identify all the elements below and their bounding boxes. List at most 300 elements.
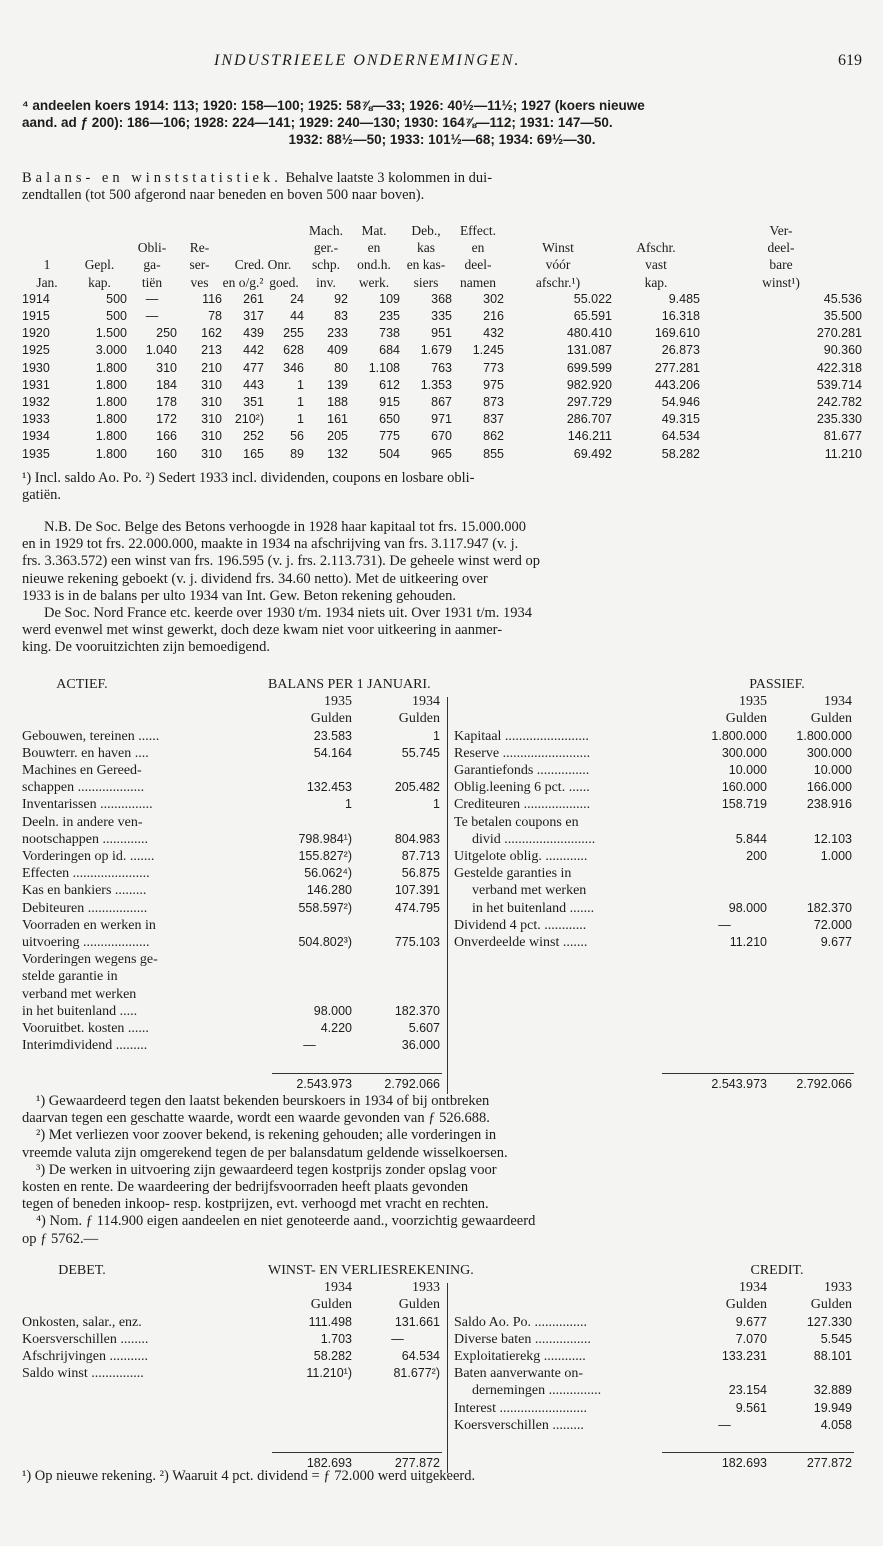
stat-cell: 89 — [290, 446, 304, 461]
stat-header-cell: 1 — [43, 257, 51, 273]
account-item-label: Reserve ......................... — [454, 745, 591, 761]
account-right-title: PASSIEF. — [749, 677, 805, 692]
stat-cell: 310 — [201, 395, 222, 410]
stat-header-cell: kap. — [644, 274, 668, 290]
account-item-value: 111.498 — [308, 1314, 352, 1329]
nb-line: De Soc. Nord France etc. keerde over 1930 t/m. 1934 niets uit. Over 1931 t/m. 1934 — [44, 605, 533, 622]
stat-cell: 250 — [156, 326, 177, 341]
stat-cell: 738 — [379, 326, 400, 341]
stat-cell: 368 — [431, 291, 452, 306]
stat-header-cell: Ver- — [769, 223, 793, 238]
account-item-label: Kapitaal ........................ — [454, 728, 589, 744]
statistics-heading: Balans- en winststatistiek. — [22, 170, 282, 186]
stat-cell: 139 — [327, 377, 348, 392]
nb-line: nieuwe rekening geboekt (v. j. dividend frs. 34.60 netto). Met de uitkeering over — [22, 570, 488, 587]
stat-header-row — [22, 222, 862, 239]
account-item-value: 98.000 — [313, 1003, 352, 1018]
account-item-label: nootschappen ............. — [22, 831, 148, 847]
stat-header-cell: Obli- — [137, 240, 167, 256]
account-divider — [447, 1283, 448, 1473]
account-item-value: 558.597²) — [298, 900, 352, 915]
account-item-label: Vooruitbet. kosten ...... — [22, 1021, 149, 1036]
stat-cell: 862 — [483, 429, 504, 444]
balance-note-line: daarvan tegen een geschatte waarde, wordt een waarde gevonden van ƒ 526.688. — [22, 1110, 490, 1127]
stat-cell: 11.210 — [824, 446, 862, 461]
stat-header-cell — [222, 239, 304, 256]
stat-header-cell: Effect. — [459, 223, 497, 238]
account-item-label: Koersverschillen ......... — [454, 1417, 584, 1433]
stat-header-cell: en — [367, 240, 381, 256]
account-item-label: Saldo Ao. Po. ............... — [454, 1314, 588, 1330]
column-year: 1933 — [824, 1280, 852, 1296]
account-total: 2.792.066 — [796, 1076, 852, 1091]
stat-cell: 867 — [431, 395, 452, 410]
account-item-label: Onverdeelde winst ....... — [454, 935, 588, 950]
stat-cell: 56 — [290, 429, 304, 444]
account-item-value: 1 — [433, 797, 440, 812]
stat-cell: 58.282 — [661, 446, 700, 461]
column-unit: Gulden — [725, 711, 767, 727]
nb-line: en in 1929 tot frs. 22.000.000, maakte in 1934 na afschrijving van frs. 3.117.947 (v. j. — [22, 536, 519, 553]
account-item-value: 131.661 — [394, 1314, 440, 1329]
account-total: 2.543.973 — [711, 1076, 767, 1091]
column-unit: Gulden — [725, 1297, 767, 1313]
profit-loss-note-text: ¹) Op nieuwe rekening. ²) Waaruit 4 pct. dividend = ƒ 72.000 werd uitgekeerd. — [22, 1468, 476, 1484]
stat-cell: 9.485 — [668, 291, 700, 306]
stat-header-cell — [222, 222, 304, 239]
account-item-label: Machines en Gereed- — [22, 763, 142, 778]
stat-cell: 44 — [290, 309, 304, 324]
account-item-value: 10.000 — [728, 763, 767, 777]
balance-sheet — [22, 676, 862, 1091]
account-item-value: 1.703 — [320, 1331, 352, 1346]
account-item-value: 133.231 — [721, 1349, 767, 1363]
stat-cell: 855 — [483, 446, 504, 461]
account-left-title: ACTIEF. — [56, 677, 108, 692]
nb-line: N.B. De Soc. Belge des Betons verhoogde in 1928 haar kapitaal tot frs. 15.000.000 — [44, 519, 527, 535]
account-item-label: uitvoering ................... — [22, 935, 150, 950]
column-unit: Gulden — [398, 711, 440, 727]
stat-cell: 699.599 — [566, 360, 612, 375]
stat-cell: 54.946 — [661, 395, 700, 410]
stat-cell: 92 — [334, 291, 348, 306]
account-item-label: Interest ......................... — [454, 1400, 587, 1416]
account-item-value: 64.534 — [401, 1349, 440, 1363]
account-item-value: 12.103 — [813, 831, 852, 846]
column-year: 1935 — [324, 694, 352, 710]
column-year: 1934 — [824, 694, 852, 710]
account-right-title: CREDIT. — [750, 1263, 804, 1278]
stat-header-cell: vast — [645, 257, 667, 273]
account-item-value: 1.800.000 — [796, 728, 852, 743]
account-item-label: Interimdividend ......... — [22, 1038, 148, 1054]
stat-cell: 109 — [379, 291, 400, 306]
stat-cell: 235 — [379, 309, 400, 324]
stat-cell: 270.281 — [816, 326, 862, 341]
account-item-value: 132.453 — [306, 780, 352, 795]
account-item-value: 182.370 — [806, 900, 852, 915]
column-year: 1934 — [412, 694, 440, 710]
balance-note-line: ³) De werken in uitvoering zijn gewaardeerd tegen kostprijs zonder opslag voor — [36, 1161, 497, 1178]
stat-cell: 216 — [483, 309, 504, 324]
account-item-value: 1 — [345, 797, 352, 812]
total-rule — [662, 1073, 854, 1074]
column-unit: Gulden — [810, 711, 852, 727]
stat-cell: 80 — [334, 360, 348, 375]
stat-cell: 45.536 — [823, 291, 862, 306]
stat-cell: 971 — [431, 412, 452, 427]
account-item-value: — — [303, 1038, 316, 1053]
stat-cell: 975 — [483, 377, 504, 392]
stat-header-cell: Mach. — [308, 223, 344, 238]
stat-cell: 432 — [483, 326, 504, 341]
stat-cell: — — [145, 309, 159, 324]
balance-note-line: tegen of beneden inkoop- resp. kostprijzen, evt. verhoogd met vracht en rechten. — [22, 1196, 489, 1213]
account-item-label: verband met werken — [472, 883, 587, 899]
stat-cell: 55.022 — [573, 291, 612, 306]
account-item-value: 160.000 — [721, 780, 767, 795]
account-item-value: 107.391 — [394, 883, 440, 898]
account-item-value: 7.070 — [735, 1331, 767, 1346]
account-item-value: 4.220 — [320, 1021, 352, 1035]
column-unit: Gulden — [310, 711, 352, 727]
total-rule — [272, 1452, 442, 1453]
stat-cell: 504 — [379, 446, 400, 461]
stat-cell: 1 — [297, 377, 304, 392]
account-item-value: 155.827²) — [298, 849, 352, 863]
account-item-label: Vorderingen wegens ge- — [22, 952, 158, 968]
stat-header-cell: Re- — [189, 240, 210, 256]
account-item-label: Vorderingen op id. ....... — [22, 849, 155, 864]
stat-cell: 90.360 — [823, 343, 862, 358]
stat-header-cell: tiën — [141, 274, 163, 290]
account-item-label: Oblig.leening 6 pct. ...... — [454, 780, 590, 796]
stat-header-cell: afschr.¹) — [535, 274, 581, 290]
account-item-label: Te betalen coupons en — [454, 814, 579, 830]
statistics-intro — [22, 170, 862, 204]
stat-cell: 346 — [283, 360, 304, 375]
account-item-value: 9.677 — [735, 1314, 767, 1329]
stat-header-cell: inv. — [316, 274, 336, 290]
account-item-label: Crediteuren ................... — [454, 797, 591, 813]
account-item-label: stelde garantie in — [22, 969, 118, 985]
stat-header-cell: bare — [769, 257, 793, 273]
stat-cell: 172 — [156, 412, 177, 427]
stat-year: 1914 — [22, 291, 50, 306]
account-item-label: Onkosten, salar., enz. — [22, 1314, 142, 1330]
stat-header-cell: vóór — [545, 257, 571, 273]
stat-cell: 35.500 — [823, 309, 862, 324]
stat-cell: 261 — [243, 291, 264, 306]
total-rule — [272, 1073, 442, 1074]
stat-cell: 500 — [106, 291, 127, 306]
account-item-label: Debiteuren ................. — [22, 900, 148, 916]
stat-cell: 1.800 — [95, 446, 127, 461]
stat-cell: 210 — [201, 360, 222, 375]
stat-cell: 873 — [483, 395, 504, 410]
stat-cell: 1.800 — [95, 360, 127, 375]
stat-cell: 1.800 — [95, 395, 127, 410]
column-unit: Gulden — [398, 1297, 440, 1313]
stat-header-cell — [127, 222, 177, 239]
stat-cell: 178 — [156, 395, 177, 410]
column-unit: Gulden — [310, 1297, 352, 1313]
column-year: 1934 — [324, 1280, 352, 1296]
stat-cell: 480.410 — [566, 326, 612, 341]
account-item-value: 9.561 — [735, 1400, 767, 1415]
stat-cell: 775 — [379, 429, 400, 444]
stat-cell: 49.315 — [661, 412, 700, 427]
stat-header-cell: werk. — [358, 274, 390, 290]
account-total: 277.872 — [394, 1456, 440, 1471]
balance-note-line: op ƒ 5762.— — [22, 1230, 99, 1247]
account-item-label: Voorraden en werken in — [22, 917, 156, 933]
account-item-label: Effecten ...................... — [22, 866, 150, 882]
stat-cell: 1 — [297, 395, 304, 410]
account-item-label: Gestelde garanties in — [454, 866, 572, 882]
stat-cell: 965 — [431, 446, 452, 461]
share-price-paragraph — [22, 97, 862, 149]
column-year: 1934 — [739, 1280, 767, 1296]
stat-cell: 915 — [379, 395, 400, 410]
account-item-value: 146.280 — [306, 883, 352, 898]
account-item-label: in het buitenland ....... — [472, 900, 595, 916]
account-item-value: 98.000 — [728, 900, 767, 915]
stat-cell: 116 — [202, 291, 222, 306]
stat-cell: 1 — [297, 412, 304, 427]
page-number: 619 — [838, 52, 862, 69]
stat-header-cell — [22, 222, 72, 239]
statistics-note-2: gatiën. — [22, 487, 62, 504]
koers-line-1: ⁴ andeelen koers 1914: 113; 1920: 158—100; 1925: 58⅞—33; 1926: 40½—11½; 1927 (koers nieuwe — [22, 98, 645, 113]
stat-cell: 982.920 — [566, 377, 612, 392]
column-year: 1935 — [739, 694, 767, 710]
stat-header-cell: en kas- — [406, 257, 446, 273]
account-item-label: Inventarissen ............... — [22, 797, 153, 813]
stat-cell: 16.318 — [661, 309, 700, 324]
stat-header-cell: ga- — [143, 257, 161, 273]
table-row — [22, 394, 862, 411]
balance-sheet-notes — [22, 1093, 862, 1248]
table-row — [22, 446, 862, 463]
stat-year: 1932 — [22, 395, 50, 410]
stat-cell: 286.707 — [566, 412, 612, 427]
stat-cell: 310 — [201, 377, 222, 392]
stat-header-cell — [22, 239, 72, 256]
account-item-value: 474.795 — [394, 900, 440, 915]
account-item-value: 58.282 — [313, 1349, 352, 1363]
stat-cell: 146.211 — [567, 429, 612, 444]
statistics-notes — [22, 470, 862, 504]
balance-note-line: ²) Met verliezen voor zoover bekend, is rekening gehouden; alle vorderingen in — [36, 1127, 497, 1144]
account-item-value: 238.916 — [806, 797, 852, 812]
account-item-label: Afschrijvingen ........... — [22, 1349, 148, 1364]
stat-header-cell: ger.- — [313, 240, 339, 256]
stat-cell: 1.800 — [95, 377, 127, 392]
table-row — [22, 377, 862, 394]
stat-cell: 1.800 — [95, 429, 127, 444]
stat-header-cell: en — [471, 240, 485, 256]
stat-header-cell: schp. — [311, 257, 341, 273]
stat-header-cell — [504, 222, 612, 239]
account-item-label: Diverse baten ................ — [454, 1331, 591, 1347]
stat-header-cell — [72, 239, 127, 256]
stat-cell: 302 — [483, 291, 504, 306]
stat-cell: 310 — [201, 412, 222, 427]
account-item-value: 72.000 — [813, 917, 852, 932]
account-item-value: 200 — [746, 849, 767, 863]
stat-cell: 1.500 — [95, 326, 127, 341]
stat-cell: 255 — [283, 326, 304, 341]
account-item-value: 87.713 — [401, 849, 440, 863]
stat-header-cell: goed. — [269, 274, 299, 290]
balance-note-line: ⁴) Nom. ƒ 114.900 eigen aandeelen en niet genoteerde aand., voorzichtig gewaardeerd — [36, 1213, 536, 1230]
stat-cell: 132 — [327, 446, 348, 461]
account-item-label: Deeln. in andere ven- — [22, 814, 143, 830]
account-item-value: 54.164 — [313, 745, 352, 760]
stat-header-cell: deel- — [767, 240, 795, 256]
stat-header-row — [22, 256, 862, 273]
stat-cell: 500 — [106, 309, 127, 324]
account-total: 2.543.973 — [296, 1076, 352, 1091]
stat-header-cell: winst¹) — [762, 274, 800, 290]
table-row — [22, 325, 862, 342]
stat-header-cell: ond.h. — [357, 257, 391, 273]
stat-cell: 670 — [431, 429, 452, 444]
account-item-value: 127.330 — [806, 1314, 852, 1329]
account-title: WINST- EN VERLIESREKENING. — [268, 1263, 474, 1278]
account-left-title: DEBET. — [58, 1263, 106, 1278]
stat-cell: 1.108 — [368, 360, 400, 375]
stat-header-cell: Afschr. — [636, 240, 676, 256]
account-item-value: 1.000 — [820, 849, 852, 863]
stat-header-cell: namen — [460, 274, 496, 290]
column-unit: Gulden — [810, 1297, 852, 1313]
stat-header-cell: ser- — [189, 257, 210, 273]
account-item-value: 55.745 — [401, 745, 440, 760]
account-item-label: Dividend 4 pct. ............ — [454, 917, 587, 933]
account-total: 2.792.066 — [384, 1076, 440, 1091]
stat-cell: — — [145, 291, 159, 306]
nb-paragraph — [22, 519, 862, 657]
stat-cell: 1.245 — [472, 343, 504, 358]
stat-year: 1930 — [22, 360, 50, 375]
stat-cell: 422.318 — [816, 360, 862, 375]
stat-header-cell: Gepl. — [84, 257, 115, 273]
stat-cell: 165 — [243, 446, 264, 461]
stat-cell: 442 — [243, 343, 264, 358]
stat-cell: 297.729 — [566, 395, 612, 410]
column-year: 1933 — [412, 1280, 440, 1296]
account-item-label: schappen ................... — [22, 780, 145, 796]
koers-line-2: aand. ad ƒ 200): 186—106; 1928: 224—141; 1929: 240—130; 1930: 164⅞—112; 1931: 147—50. — [22, 115, 613, 131]
account-item-value: 166.000 — [806, 780, 852, 795]
table-row — [22, 291, 862, 308]
stat-cell: 477 — [243, 360, 264, 375]
stat-cell: 443.206 — [654, 377, 700, 392]
account-item-label: Exploitatierekg ............ — [454, 1349, 586, 1364]
stat-header-cell: ves — [190, 274, 209, 290]
account-item-value: 1 — [433, 728, 440, 743]
nb-line: king. De vooruitzichten zijn bemoedigend. — [22, 639, 271, 656]
total-rule — [662, 1452, 854, 1453]
stat-cell: 317 — [243, 309, 264, 324]
stat-cell: 242.782 — [816, 395, 862, 410]
stat-cell: 277.281 — [654, 360, 700, 375]
stat-cell: 205 — [327, 429, 348, 444]
stat-cell: 310 — [156, 360, 177, 375]
account-item-value: 11.210 — [729, 935, 767, 949]
nb-line: frs. 3.363.572) een winst van frs. 196.595 (v. j. frs. 2.113.731). De geheele winst werd op — [22, 553, 540, 570]
stat-cell: 310 — [201, 446, 222, 461]
stat-cell: 252 — [243, 429, 264, 444]
stat-header-cell: deel- — [464, 257, 492, 273]
stat-cell: 951 — [431, 326, 452, 341]
stat-cell: 83 — [334, 309, 348, 324]
stat-cell: 1.040 — [145, 343, 177, 358]
running-title: INDUSTRIEELE ONDERNEMINGEN. — [214, 52, 521, 69]
account-item-value: 158.719 — [721, 797, 767, 812]
stat-year: 1920 — [22, 326, 50, 341]
account-item-value: 300.000 — [721, 745, 767, 760]
stat-year: 1934 — [22, 429, 50, 444]
stat-header-row — [22, 274, 862, 291]
stat-cell: 188 — [327, 395, 348, 410]
profit-loss-note — [22, 1468, 862, 1485]
stat-cell: 3.000 — [95, 343, 127, 358]
account-item-label: dernemingen ............... — [472, 1383, 602, 1399]
account-item-value: — — [391, 1331, 404, 1346]
stat-cell: 351 — [243, 395, 264, 410]
stat-cell: 233 — [327, 326, 348, 341]
stat-cell: 131.087 — [566, 343, 612, 358]
account-item-label: divid .......................... — [472, 831, 596, 847]
stat-cell: 539.714 — [816, 377, 862, 392]
account-item-value: — — [718, 917, 731, 932]
stat-cell: 24 — [290, 291, 304, 306]
account-item-value: 4.058 — [820, 1417, 852, 1432]
stat-cell: 160 — [156, 446, 177, 461]
stat-cell: 439 — [243, 326, 264, 341]
account-item-value: 23.154 — [728, 1383, 767, 1398]
stat-cell: 612 — [379, 377, 400, 392]
account-item-value: 205.482 — [394, 780, 440, 795]
stat-year: 1935 — [22, 446, 50, 461]
account-item-value: 88.101 — [813, 1349, 852, 1363]
stat-cell: 169.610 — [654, 326, 700, 341]
nb-line: 1933 is in de balans per ulto 1934 van Int. Gew. Beton rekening gehouden. — [22, 587, 456, 604]
account-item-value: 10.000 — [813, 763, 852, 777]
stat-cell: 773 — [483, 360, 504, 375]
account-item-label: Gebouwen, tereinen ...... — [22, 728, 160, 744]
stat-header-cell: Deb., — [411, 223, 441, 238]
stat-year: 1925 — [22, 343, 50, 358]
account-item-label: Saldo winst ............... — [22, 1366, 144, 1382]
stat-header-cell — [72, 222, 127, 239]
stat-header-row — [22, 239, 862, 256]
account-title: BALANS PER 1 JANUARI. — [268, 677, 431, 692]
account-item-value: 9.677 — [820, 935, 852, 949]
stat-header-cell: en o/g.² — [222, 274, 264, 290]
stat-cell: 213 — [201, 343, 222, 358]
account-item-value: 5.607 — [408, 1021, 440, 1035]
stat-cell: 210²) — [234, 412, 264, 427]
koers-line-3: 1932: 88½—50; 1933: 101½—68; 1934: 69½—30. — [288, 132, 596, 148]
table-row — [22, 411, 862, 428]
stat-header-cell: siers — [413, 274, 439, 290]
stat-header-cell — [612, 222, 700, 239]
account-item-value: 5.545 — [820, 1331, 852, 1346]
